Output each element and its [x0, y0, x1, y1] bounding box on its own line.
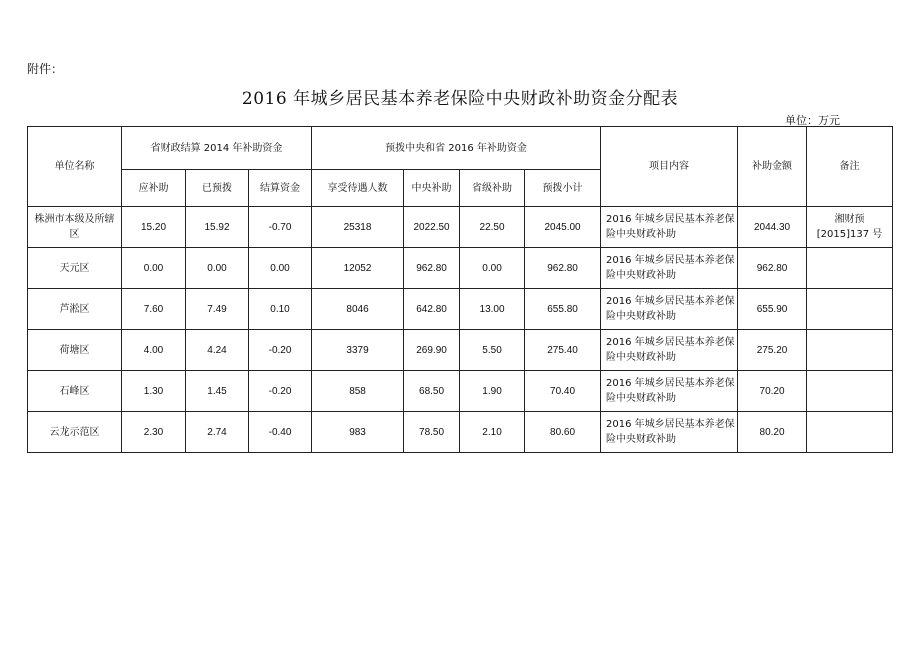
table-row	[28, 289, 893, 330]
header-group-2014: 省财政结算 2014 年补助资金	[122, 127, 312, 170]
cell-settlement: -0.40	[249, 412, 312, 453]
cell-remark: 湘财预 [2015]137 号	[807, 207, 893, 248]
cell-unit: 荷塘区	[28, 330, 122, 371]
cell-beneficiaries: 858	[312, 371, 404, 412]
cell-amount: 655.90	[738, 289, 807, 330]
cell-settlement: -0.70	[249, 207, 312, 248]
header-row-1	[28, 127, 893, 170]
cell-amount: 275.20	[738, 330, 807, 371]
cell-prepaid: 15.92	[186, 207, 249, 248]
cell-provincial: 13.00	[460, 289, 525, 330]
cell-prepaid: 1.45	[186, 371, 249, 412]
cell-prepaid: 0.00	[186, 248, 249, 289]
cell-provincial: 0.00	[460, 248, 525, 289]
cell-central: 68.50	[404, 371, 460, 412]
cell-subtotal: 80.60	[525, 412, 601, 453]
cell-unit: 云龙示范区	[28, 412, 122, 453]
cell-central: 269.90	[404, 330, 460, 371]
header-settlement: 结算资金	[249, 170, 312, 207]
cell-amount: 70.20	[738, 371, 807, 412]
header-remark: 备注	[807, 127, 893, 207]
table-row	[28, 330, 893, 371]
unit-note: 单位：万元	[785, 114, 840, 127]
cell-beneficiaries: 3379	[312, 330, 404, 371]
allocation-table	[27, 126, 893, 453]
table-row	[28, 207, 893, 248]
cell-subtotal: 275.40	[525, 330, 601, 371]
cell-due: 15.20	[122, 207, 186, 248]
header-subsidy-amount: 补助金额	[738, 127, 807, 207]
cell-unit: 天元区	[28, 248, 122, 289]
cell-amount: 80.20	[738, 412, 807, 453]
cell-beneficiaries: 25318	[312, 207, 404, 248]
cell-prepaid: 7.49	[186, 289, 249, 330]
cell-due: 0.00	[122, 248, 186, 289]
cell-central: 642.80	[404, 289, 460, 330]
cell-central: 962.80	[404, 248, 460, 289]
cell-subtotal: 962.80	[525, 248, 601, 289]
cell-content: 2016 年城乡居民基本养老保险中央财政补助	[601, 330, 738, 371]
cell-settlement: -0.20	[249, 330, 312, 371]
cell-content: 2016 年城乡居民基本养老保险中央财政补助	[601, 248, 738, 289]
cell-settlement: 0.10	[249, 289, 312, 330]
cell-content: 2016 年城乡居民基本养老保险中央财政补助	[601, 289, 738, 330]
cell-settlement: -0.20	[249, 371, 312, 412]
cell-due: 1.30	[122, 371, 186, 412]
cell-central: 2022.50	[404, 207, 460, 248]
cell-beneficiaries: 12052	[312, 248, 404, 289]
cell-remark	[807, 289, 893, 330]
header-prepaid: 已预拨	[186, 170, 249, 207]
cell-unit: 株洲市本级及所辖区	[28, 207, 122, 248]
cell-prepaid: 4.24	[186, 330, 249, 371]
cell-settlement: 0.00	[249, 248, 312, 289]
cell-remark	[807, 371, 893, 412]
cell-remark	[807, 330, 893, 371]
cell-beneficiaries: 983	[312, 412, 404, 453]
header-prepaid-subtotal: 预拨小计	[525, 170, 601, 207]
header-group-2016: 预拨中央和省 2016 年补助资金	[312, 127, 601, 170]
header-provincial: 省级补助	[460, 170, 525, 207]
header-beneficiaries: 享受待遇人数	[312, 170, 404, 207]
attachment-label: 附件：	[27, 62, 64, 76]
document-title: 2016 年城乡居民基本养老保险中央财政补助资金分配表	[241, 89, 679, 109]
cell-central: 78.50	[404, 412, 460, 453]
cell-subtotal: 655.80	[525, 289, 601, 330]
cell-remark	[807, 248, 893, 289]
cell-beneficiaries: 8046	[312, 289, 404, 330]
table-row	[28, 412, 893, 453]
cell-content: 2016 年城乡居民基本养老保险中央财政补助	[601, 371, 738, 412]
table-row	[28, 371, 893, 412]
cell-content: 2016 年城乡居民基本养老保险中央财政补助	[601, 207, 738, 248]
cell-provincial: 2.10	[460, 412, 525, 453]
header-unit-name: 单位名称	[28, 127, 122, 207]
header-project-content: 项目内容	[601, 127, 738, 207]
table-body	[28, 207, 893, 453]
cell-unit: 芦淞区	[28, 289, 122, 330]
cell-amount: 2044.30	[738, 207, 807, 248]
header-due: 应补助	[122, 170, 186, 207]
cell-due: 2.30	[122, 412, 186, 453]
cell-due: 4.00	[122, 330, 186, 371]
header-central: 中央补助	[404, 170, 460, 207]
cell-provincial: 5.50	[460, 330, 525, 371]
cell-provincial: 1.90	[460, 371, 525, 412]
cell-unit: 石峰区	[28, 371, 122, 412]
cell-provincial: 22.50	[460, 207, 525, 248]
cell-remark	[807, 412, 893, 453]
cell-amount: 962.80	[738, 248, 807, 289]
cell-subtotal: 2045.00	[525, 207, 601, 248]
table-row	[28, 248, 893, 289]
cell-prepaid: 2.74	[186, 412, 249, 453]
cell-subtotal: 70.40	[525, 371, 601, 412]
cell-content: 2016 年城乡居民基本养老保险中央财政补助	[601, 412, 738, 453]
cell-due: 7.60	[122, 289, 186, 330]
